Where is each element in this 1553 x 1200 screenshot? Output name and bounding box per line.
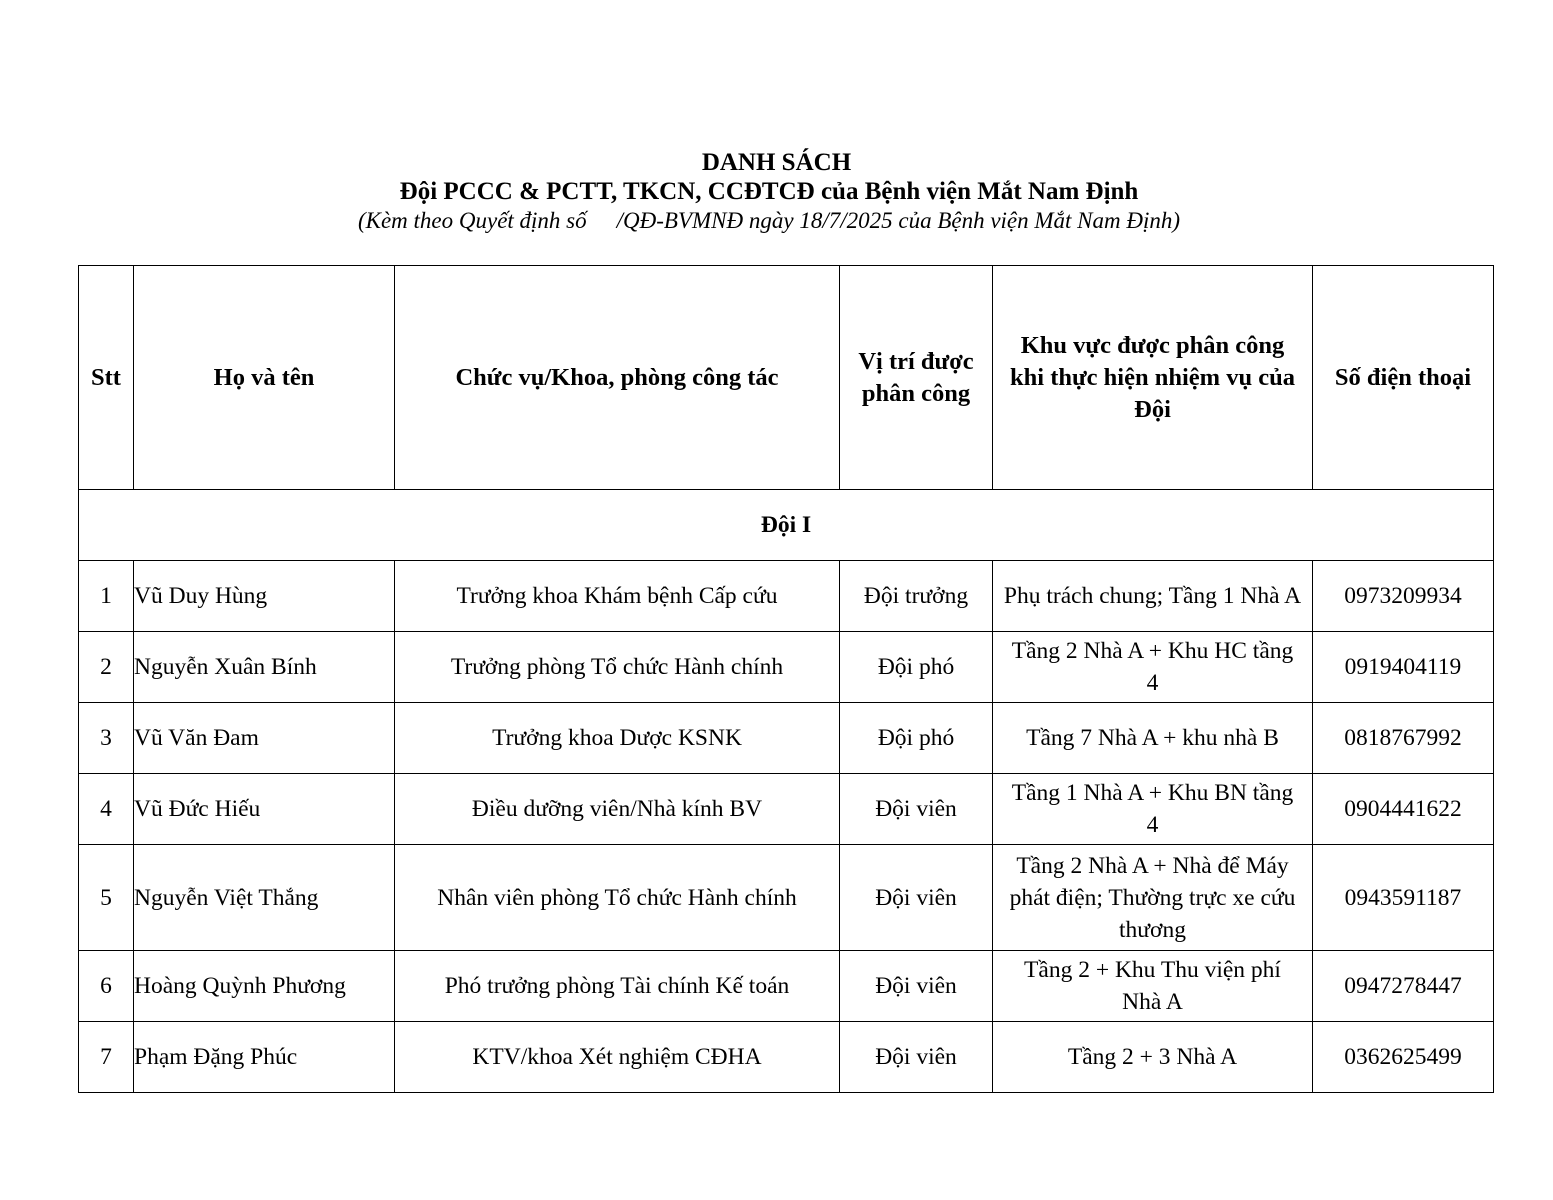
cell-role: Đội phó (840, 703, 993, 774)
cell-name: Vũ Duy Hùng (134, 561, 395, 632)
cell-name: Phạm Đặng Phúc (134, 1022, 395, 1093)
header-area: Khu vực được phân công khi thực hiện nhiệm vụ của Đội (993, 266, 1313, 490)
cell-role: Đội phó (840, 632, 993, 703)
table-row (79, 845, 1494, 951)
section-title: Đội I (79, 490, 1494, 561)
document-header (0, 148, 1553, 235)
header-role: Vị trí được phân công (840, 266, 993, 490)
cell-position: Nhân viên phòng Tổ chức Hành chính (395, 845, 840, 951)
cell-name: Vũ Đức Hiếu (134, 774, 395, 845)
cell-stt: 2 (79, 632, 134, 703)
cell-phone: 0943591187 (1313, 845, 1494, 951)
table-row (79, 632, 1494, 703)
cell-area: Phụ trách chung; Tầng 1 Nhà A (993, 561, 1313, 632)
cell-area: Tầng 2 Nhà A + Nhà để Máy phát điện; Thường trực xe cứu thương (993, 845, 1313, 951)
cell-role: Đội trưởng (840, 561, 993, 632)
cell-role: Đội viên (840, 1022, 993, 1093)
cell-phone: 0919404119 (1313, 632, 1494, 703)
section-row (79, 490, 1494, 561)
decision-suffix: /QĐ-BVMNĐ ngày 18/7/2025 của Bệnh viện Mắt Nam Định) (616, 208, 1181, 233)
table-header-row (79, 266, 1494, 490)
cell-position: Điều dưỡng viên/Nhà kính BV (395, 774, 840, 845)
header-name: Họ và tên (134, 266, 395, 490)
document-title: DANH SÁCH (701, 149, 852, 176)
header-stt: Stt (79, 266, 134, 490)
cell-phone: 0362625499 (1313, 1022, 1494, 1093)
header-position: Chức vụ/Khoa, phòng công tác (395, 266, 840, 490)
cell-name: Nguyễn Việt Thắng (134, 845, 395, 951)
cell-phone: 0904441622 (1313, 774, 1494, 845)
cell-position: Trưởng khoa Khám bệnh Cấp cứu (395, 561, 840, 632)
cell-position: Trưởng phòng Tổ chức Hành chính (395, 632, 840, 703)
cell-area: Tầng 2 Nhà A + Khu HC tầng 4 (993, 632, 1313, 703)
table-row (79, 1022, 1494, 1093)
cell-stt: 6 (79, 951, 134, 1022)
team-roster-table (78, 265, 1494, 1093)
cell-stt: 5 (79, 845, 134, 951)
cell-phone: 0818767992 (1313, 703, 1494, 774)
cell-name: Vũ Văn Đam (134, 703, 395, 774)
cell-role: Đội viên (840, 845, 993, 951)
cell-role: Đội viên (840, 774, 993, 845)
cell-stt: 1 (79, 561, 134, 632)
cell-stt: 4 (79, 774, 134, 845)
cell-area: Tầng 2 + 3 Nhà A (993, 1022, 1313, 1093)
cell-area: Tầng 7 Nhà A + khu nhà B (993, 703, 1313, 774)
cell-role: Đội viên (840, 951, 993, 1022)
decision-prefix: (Kèm theo Quyết định số (357, 208, 587, 233)
cell-stt: 7 (79, 1022, 134, 1093)
table-row (79, 703, 1494, 774)
cell-stt: 3 (79, 703, 134, 774)
cell-position: Phó trưởng phòng Tài chính Kế toán (395, 951, 840, 1022)
cell-phone: 0947278447 (1313, 951, 1494, 1022)
document-subtitle: Đội PCCC & PCTT, TKCN, CCĐTCĐ của Bệnh viện Mắt Nam Định (399, 178, 1139, 205)
table-row (79, 561, 1494, 632)
cell-position: KTV/khoa Xét nghiệm CĐHA (395, 1022, 840, 1093)
cell-name: Hoàng Quỳnh Phương (134, 951, 395, 1022)
decision-reference (0, 206, 1553, 235)
cell-name: Nguyễn Xuân Bính (134, 632, 395, 703)
table-row (79, 774, 1494, 845)
cell-area: Tầng 2 + Khu Thu viện phí Nhà A (993, 951, 1313, 1022)
cell-phone: 0973209934 (1313, 561, 1494, 632)
cell-area: Tầng 1 Nhà A + Khu BN tầng 4 (993, 774, 1313, 845)
cell-position: Trưởng khoa Dược KSNK (395, 703, 840, 774)
table-row (79, 951, 1494, 1022)
header-phone: Số điện thoại (1313, 266, 1494, 490)
